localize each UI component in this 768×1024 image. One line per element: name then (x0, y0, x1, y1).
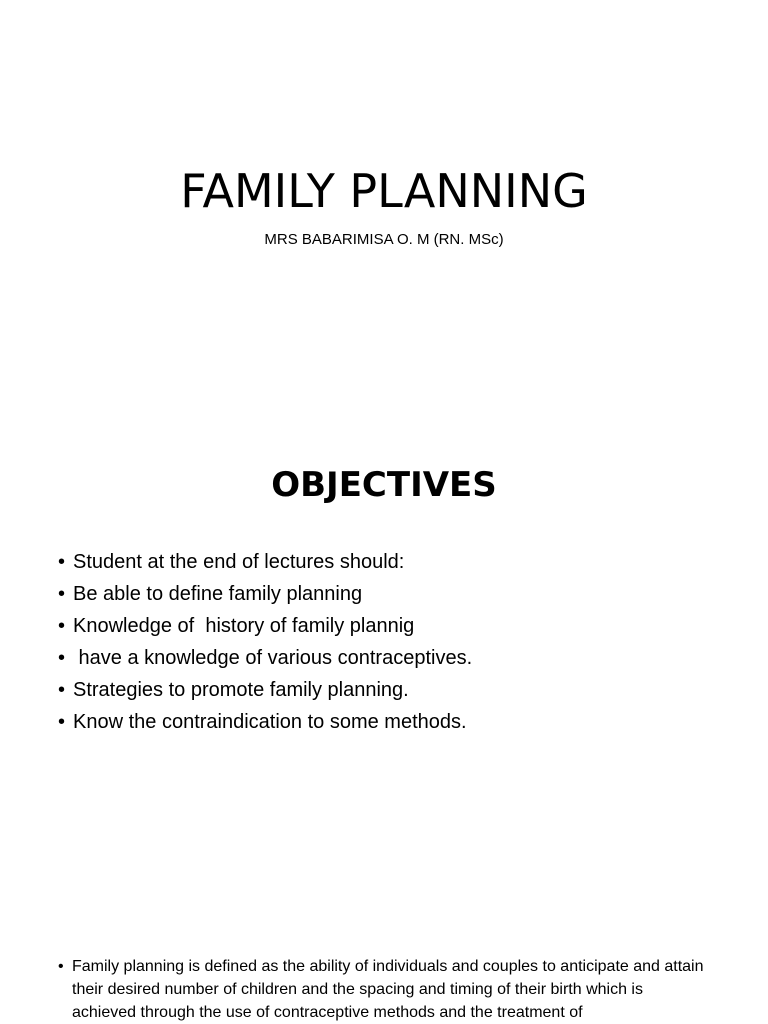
list-item: • Strategies to promote family planning. (58, 674, 472, 706)
objectives-heading: OBJECTIVES (271, 465, 497, 505)
list-item: • Knowledge of history of family plannig (58, 610, 472, 642)
slide-subtitle: MRS BABARIMISA O. M (RN. MSc) (264, 231, 504, 248)
list-item: • Family planning is defined as the ability of individuals and couples to anticipate and attain their desired number of children and the spacing and timing of their birth which is achieved through the use of contraceptive methods and the treatment of (58, 955, 708, 1024)
list-item: • Student at the end of lectures should: (58, 546, 472, 578)
list-item: • Know the contraindication to some methods. (58, 706, 472, 738)
slide-title: FAMILY PLANNING (180, 164, 588, 218)
objectives-slide (0, 440, 768, 760)
list-item: • have a knowledge of various contraceptives. (58, 642, 472, 674)
list-item: • Be able to define family planning (58, 578, 472, 610)
objectives-list (58, 546, 472, 738)
definition-slide (0, 930, 768, 1024)
title-slide (0, 0, 768, 290)
definition-list (58, 955, 708, 1024)
